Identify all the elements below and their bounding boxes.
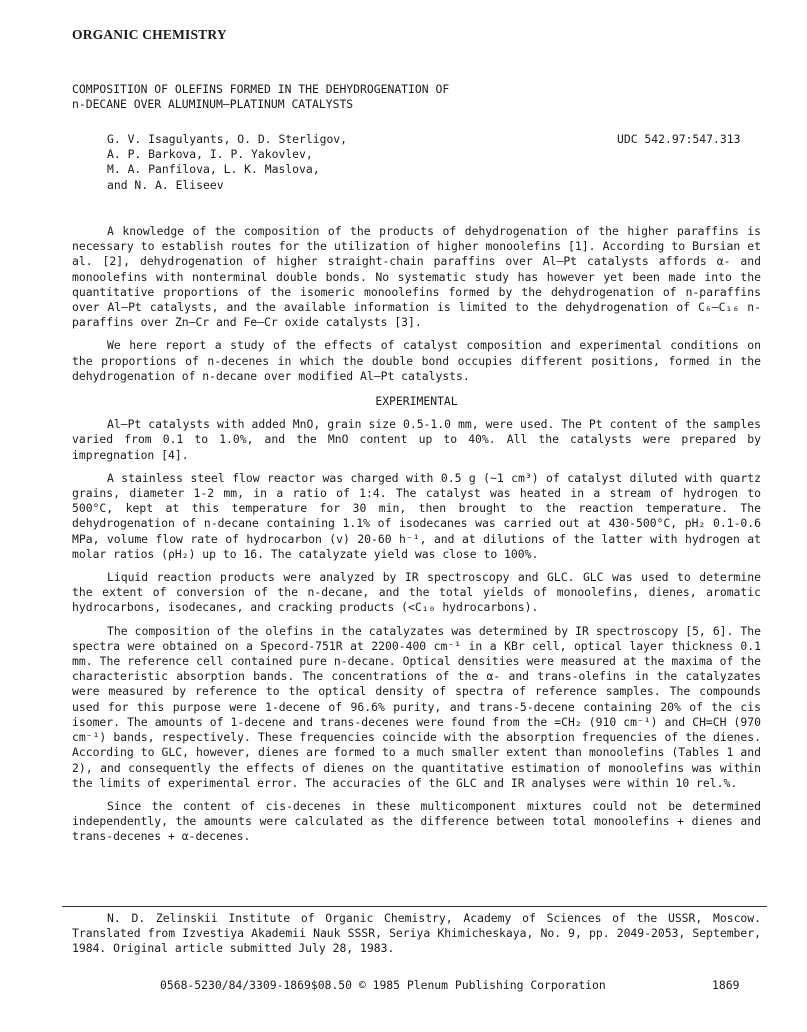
article-title (72, 82, 752, 112)
experimental-paragraph-4: The composition of the olefins in the catalyzates was determined by IR spectroscopy [5, 6]. The spectra were obtained on a Specord-751R at 2200-400 cm⁻¹ in a KBr cell, optical layer thickness 0.1 mm. The reference cell contained pure n-decane. Optical densities were measured at the maxima of the characteristic absorption bands. The concentrations of the α- and trans-olefins in the catalyzates were measured by reference to the optical density of spectra of reference samples. The compounds used for this purpose were 1-decene of 96.6% purity, and trans-5-decene containing 20% of the cis isomer. The amounts of 1-decene and trans-decenes were found from the =CH₂ (910 cm⁻¹) and CH=CH (970 cm⁻¹) bands, respectively. These frequencies coincide with the absorption frequencies of the dienes. According to GLC, however, dienes are formed to a much smaller extent than monoolefins (Tables 1 and 2), and consequently the effects of dienes on the quantitative estimation of monoolefins was within the limits of experimental error. The accuracies of the GLC and IR analyses were within 10 rel.%. (72, 623, 761, 790)
footnote (72, 911, 761, 957)
experimental-paragraph-5: Since the content of cis-decenes in these multicomponent mixtures could not be determined independently, the amounts were calculated as the difference between total monoolefins + dienes and trans-decenes + α-decenes. (72, 798, 761, 844)
experimental-paragraph-1: Al—Pt catalysts with added MnO, grain size 0.5-1.0 mm, were used. The Pt content of the samples varied from 0.1 to 1.0%, and the MnO content up to 40%. All the catalysts were prepared by impregnation [4]. (72, 417, 761, 462)
copyright-line: 0568-5230/84/3309-1869$08.50 © 1985 Plenum Publishing Corporation (160, 978, 606, 992)
page-number: 1869 (712, 978, 740, 992)
experimental-heading: EXPERIMENTAL (375, 394, 458, 409)
article-body (72, 224, 761, 853)
journal-section-label: ORGANIC CHEMISTRY (72, 27, 227, 42)
experimental-paragraph-3: Liquid reaction products were analyzed by IR spectroscopy and GLC. GLC was used to determine the extent of conversion of the n-decane, and the total yields of monoolefins, dienes, aromatic hydrocarbons, isodecanes, and cracking products (<C₁₀ hydrocarbons). (72, 570, 761, 615)
udc-code: UDC 542.97:547.313 (617, 132, 741, 146)
footnote-text: N. D. Zelinskii Institute of Organic Chemistry, Academy of Sciences of the USSR, Moscow. Translated from Izvestiya Akademii Nauk SSSR, Seriya Khimicheskaya, No. 9, pp. 2049-2053, September, 1984. Original article submitted July 28, 1983. (72, 911, 761, 956)
title-line-1: COMPOSITION OF OLEFINS FORMED IN THE DEHYDROGENATION OF (72, 82, 450, 96)
title-line-2: n-DECANE OVER ALUMINUM—PLATINUM CATALYSTS (72, 97, 354, 112)
experimental-paragraph-2: A stainless steel flow reactor was charged with 0.5 g (~1 cm³) of catalyst diluted with quartz grains, diameter 1-2 mm, in a ratio of 1:4. The catalyst was heated in a stream of hydrogen to 500°C, kept at this temperature for 30 min, then brought to the reaction temperature. The dehydrogenation of n-decane containing 1.1% of isodecanes was carried out at 430-500°C, pH₂ 0.1-0.6 MPa, volume flow rate of hydrocarbon (v) 20-60 h⁻¹, and at dilutions of the latter with hydrogen at molar ratios (ρH₂) up to 16. The catalyzate yield was close to 100%. (72, 470, 761, 561)
intro-paragraph-2: We here report a study of the effects of catalyst composition and experimental conditions on the proportions of n-decenes in which the double bond occupies different positions, formed in the dehydrogenation of n-decane over modified Al—Pt catalysts. (72, 338, 761, 383)
footnote-divider (62, 906, 767, 907)
intro-paragraph-1: A knowledge of the composition of the products of dehydrogenation of the higher paraffins is necessary to establish routes for the utilization of higher monoolefins [1]. According to Bursian et al. [2], dehydrogenation of higher straight-chain paraffins over Al—Pt catalysts affords α- and monoolefins with nonterminal double bonds. No systematic study has however yet been made into the quantitative proportions of the isomeric monoolefins formed by the dehydrogenation of n-paraffins over Al—Pt catalysts, and the available information is limited to the dehydrogenation of C₆—C₁₆ n-paraffins over Zn—Cr and Fe—Cr oxide catalysts [3]. (72, 224, 761, 330)
author-list (107, 132, 347, 193)
author-line-3: M. A. Panfilova, L. K. Maslova, (107, 162, 320, 177)
author-line-2: A. P. Barkova, I. P. Yakovlev, (107, 147, 313, 162)
author-line-1: G. V. Isagulyants, O. D. Sterligov, (107, 132, 348, 146)
author-line-4: and N. A. Eliseev (107, 177, 224, 192)
